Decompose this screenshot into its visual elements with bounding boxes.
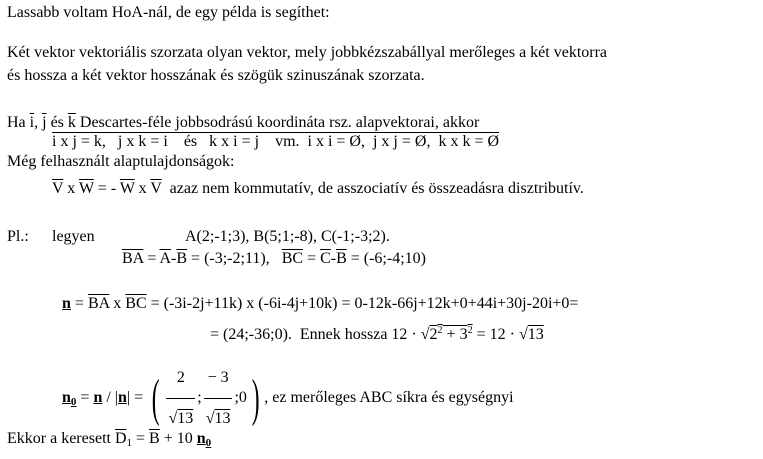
definition-line-1: Két vektor vektoriális szorzata olyan vektor, mely jobbkézszabállyal merőleges a két vektorra (7, 44, 608, 61)
example-let: legyen (52, 228, 95, 245)
anticommutativity-line: $\overline{V}$ x $\overline{W}$ = - $\overline{W}$ x $\overline{V}$ azaz nem kommutatív, de asszociatív és összeadásra disztributív. (52, 180, 584, 197)
right-paren: ) (251, 369, 260, 427)
sqrt-13: √13 (518, 326, 544, 343)
definition-line-2: és hossza a két vektor hosszának és szögük szinuszának szorzata. (7, 67, 425, 84)
example-points: A(2;-1;3), B(5;1;-8), C(-1;-3;2). (185, 228, 390, 245)
sqrt-sum: $√2^2 + 3^2$ (420, 325, 473, 343)
cross-product-rules: i x j = k, j x k = i és k x i = j vm. i x i = Ø, j x j = Ø, k x k = Ø (52, 133, 500, 150)
example-label: Pl.: (7, 228, 29, 245)
intro-line: Lassabb voltam HoA-nál, de egy példa is segíthet: (7, 4, 330, 21)
conclusion-line: Ekkor a keresett $\overline{D}_1 = \overline{B} + 10$ $n_0$ (7, 430, 212, 449)
left-paren: ( (151, 369, 160, 427)
normal-vector-line: $n = \overline{BA}$ x $\overline{BC} = (-3i-2j+11k)$ x (-6i-4j+10k) = 0-12k-66j+12k+0+44i+30j-20i+0= (62, 295, 579, 312)
properties-heading: Még felhasznált alaptulajdonságok: (7, 153, 235, 170)
difference-vectors-line: $\overline{BA} = \overline{A}-\overline{B}$ = (-3;-2;11), $\overline{BC} = \overline{C}-\overline{B}$ = (-6;-4;10) (122, 250, 426, 267)
fraction-2: $\frac{- 3}{√13}$ (204, 358, 233, 439)
unit-normal-line: $n_0 = n / |n|$ = ( $\frac{2}{√13}$ ; $\frac{- 3}{√13}$ ;0) , ez merőleges ABC síkra és egységnyi (62, 358, 514, 402)
fraction-1: $\frac{2}{√13}$ (166, 358, 195, 439)
basis-vectors-line: Ha $\overline{i}$, $\overline{j}$ és $\overline{k}$ Descartes-féle jobbsodrású koordináta rsz. alapvektorai, akkor (7, 114, 480, 131)
normal-vector-result: = (24;-36;0). Ennek hossza $12 \cdot √2^2 + 3^2 = 12 \cdot √13$ (210, 322, 544, 344)
